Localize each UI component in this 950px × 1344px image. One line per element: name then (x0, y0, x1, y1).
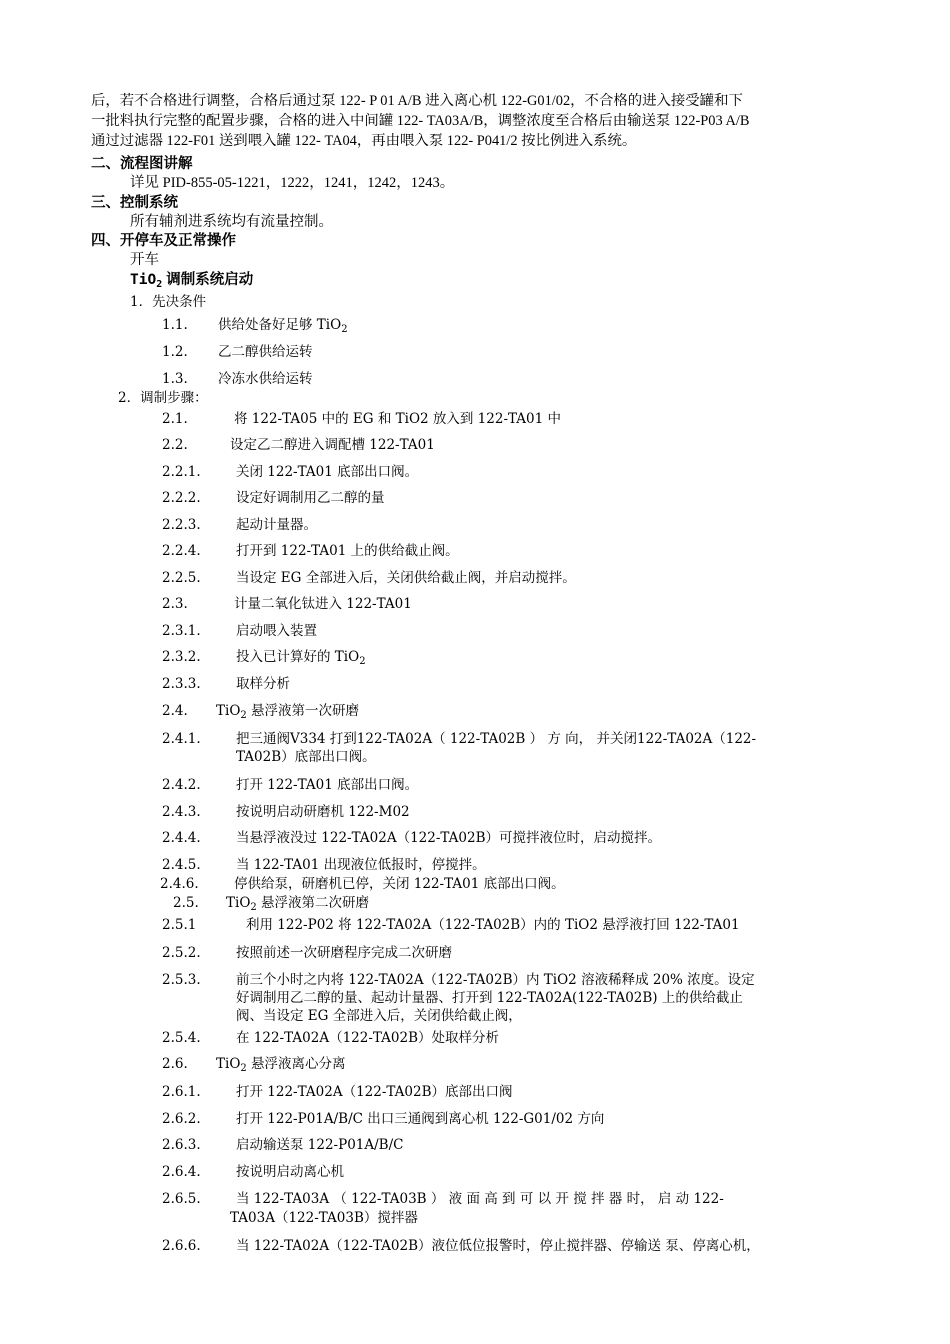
step-text: 当悬浮液没过 122-TA02A（122-TA02B）可搅拌液位时，启动搅拌。 (236, 830, 662, 846)
step-text: 前三个小时之内将 122-TA02A（122-TA02B）内 TiO2 溶液稀释成 20% 浓度。设定 (236, 972, 755, 988)
step-number: 2.1. (162, 411, 188, 427)
step-text: 将 122-TA05 中的 EG 和 TiO2 放入到 122-TA01 中 (234, 411, 561, 427)
step-number: 2.6.5. (162, 1191, 201, 1207)
section-2-text: 详见 PID-855-05-1221，1222，1241，1242，1243。 (130, 175, 455, 191)
step-text-cont: 好调制用乙二醇的量、起动计量器、打开到 122-TA02A(122-TA02B) 上的供给截止 (236, 990, 743, 1006)
intro-line-2: 一批料执行完整的配置步骤，合格的进入中间罐 122- TA03A/B，调整浓度至合格后由输送泵 122-P03 A/B (91, 113, 750, 129)
step-number: 2.4.1. (162, 731, 201, 747)
step-text: TiO$_2$ 悬浮液离心分离 (216, 1056, 346, 1074)
step-text: 当 122-TA02A（122-TA02B）液位低位报警时，停止搅拌器、停输送 泵、停离心机， (236, 1238, 760, 1254)
step-text: 当设定 EG 全部进入后，关闭供给截止阀，并启动搅拌。 (236, 570, 576, 586)
step-text: 关闭 122-TA01 底部出口阀。 (236, 464, 419, 480)
step-text: 按说明启动离心机 (236, 1164, 344, 1180)
step-number: 2.4.6. (160, 876, 199, 892)
step-number: 2.4. (162, 703, 188, 719)
step-number: 2.6.2. (162, 1111, 201, 1127)
step-text: 在 122-TA02A（122-TA02B）处取样分析 (236, 1030, 500, 1046)
step-number: 1.2. (162, 344, 188, 360)
step-text: 启动喂入装置 (236, 623, 317, 639)
step-text: 按说明启动研磨机 122-M02 (236, 804, 410, 820)
step-text-cont: TA03A（122-TA03B）搅拌器 (230, 1210, 418, 1226)
step-text: 把三通阀V334 打到122-TA02A（ 122-TA02B ） 方 向， 并关闭122-TA02A（122- (236, 731, 757, 747)
step-text-cont: 阀、当设定 EG 全部进入后，关闭供给截止阀， (236, 1008, 522, 1024)
step-number: 2.6.6. (162, 1238, 201, 1254)
section-3-text: 所有辅剂进系统均有流量控制。 (130, 214, 333, 230)
step-text: 停供给泵，研磨机已停，关闭 122-TA01 底部出口阀。 (234, 876, 565, 892)
step-text-cont: TA02B）底部出口阀。 (236, 749, 376, 765)
section-3-title: 三、控制系统 (91, 195, 178, 211)
step-number: 2.3.3. (162, 676, 201, 692)
step-number: 2.2.1. (162, 464, 201, 480)
step-text: 当 122-TA03A （ 122-TA03B ） 液 面 高 到 可 以 开 搅 拌 器 时， 启 动 122- (236, 1191, 724, 1207)
step-heading-1: 1．先决条件 (130, 294, 207, 310)
step-number: 2.6.4. (162, 1164, 201, 1180)
step-number: 2.3.1. (162, 623, 201, 639)
step-text: 打开 122-TA01 底部出口阀。 (236, 777, 419, 793)
step-number: 2.4.3. (162, 804, 201, 820)
step-text: 设定好调制用乙二醇的量 (236, 490, 385, 506)
step-heading-2: 2．调制步骤： (118, 390, 208, 406)
step-number: 1.1. (162, 317, 188, 333)
section-4-title: 四、开停车及正常操作 (91, 233, 236, 249)
step-text: 利用 122-P02 将 122-TA02A（122-TA02B）内的 TiO2 悬浮液打回 122-TA01 (246, 917, 740, 933)
step-text: 打开 122-TA02A（122-TA02B）底部出口阀 (236, 1084, 513, 1100)
intro-line-3: 通过过滤器 122-F01 送到喂入罐 122- TA04，再由喂入泵 122- P041/2 按比例进入系统。 (91, 133, 637, 149)
step-text: 起动计量器。 (236, 517, 317, 533)
step-text: 打开到 122-TA01 上的供给截止阀。 (236, 543, 459, 559)
step-number: 2.5.1 (162, 917, 197, 933)
step-number: 2.5.4. (162, 1030, 201, 1046)
step-number: 2.5. (173, 895, 199, 911)
step-number: 2.6. (162, 1056, 188, 1072)
step-number: 2.3. (162, 596, 188, 612)
step-text: 冷冻水供给运转 (218, 371, 313, 387)
section-4-sub: 开车 (130, 252, 159, 268)
step-number: 2.4.5. (162, 857, 201, 873)
step-text: 乙二醇供给运转 (218, 344, 313, 360)
step-number: 2.5.2. (162, 945, 201, 961)
step-number: 2.2. (162, 437, 188, 453)
step-text: TiO$_2$ 悬浮液第二次研磨 (226, 895, 370, 913)
section-2-title: 二、流程图讲解 (91, 156, 193, 172)
step-text: 设定乙二醇进入调配槽 122-TA01 (230, 437, 435, 453)
step-number: 2.5.3. (162, 972, 201, 988)
step-text: 按照前述一次研磨程序完成二次研磨 (236, 945, 452, 961)
step-number: 2.6.3. (162, 1137, 201, 1153)
step-text: 供给处备好足够 TiO$_2$ (218, 317, 348, 335)
step-number: 2.6.1. (162, 1084, 201, 1100)
step-number: 2.2.4. (162, 543, 201, 559)
section-4-heading: TiO$_2$ 调制系统启动 (130, 272, 254, 290)
step-text: 启动输送泵 122-P01A/B/C (236, 1137, 404, 1153)
step-text: 取样分析 (236, 676, 290, 692)
step-text: 计量二氧化钛进入 122-TA01 (234, 596, 412, 612)
step-number: 2.4.4. (162, 830, 201, 846)
step-number: 2.2.5. (162, 570, 201, 586)
step-number: 2.2.2. (162, 490, 201, 506)
step-number: 2.3.2. (162, 649, 201, 665)
intro-line-1: 后，若不合格进行调整，合格后通过泵 122- P 01 A/B 进入离心机 122-G01/02，不合格的进入接受罐和下 (91, 93, 743, 109)
step-number: 2.4.2. (162, 777, 201, 793)
step-text: 打开 122-P01A/B/C 出口三通阀到离心机 122-G01/02 方向 (236, 1111, 605, 1127)
step-number: 1.3. (162, 371, 188, 387)
step-text: 投入已计算好的 TiO$_2$ (236, 649, 366, 667)
step-text: TiO$_2$ 悬浮液第一次研磨 (216, 703, 360, 721)
step-number: 2.2.3. (162, 517, 201, 533)
step-text: 当 122-TA01 出现液位低报时，停搅拌。 (236, 857, 486, 873)
